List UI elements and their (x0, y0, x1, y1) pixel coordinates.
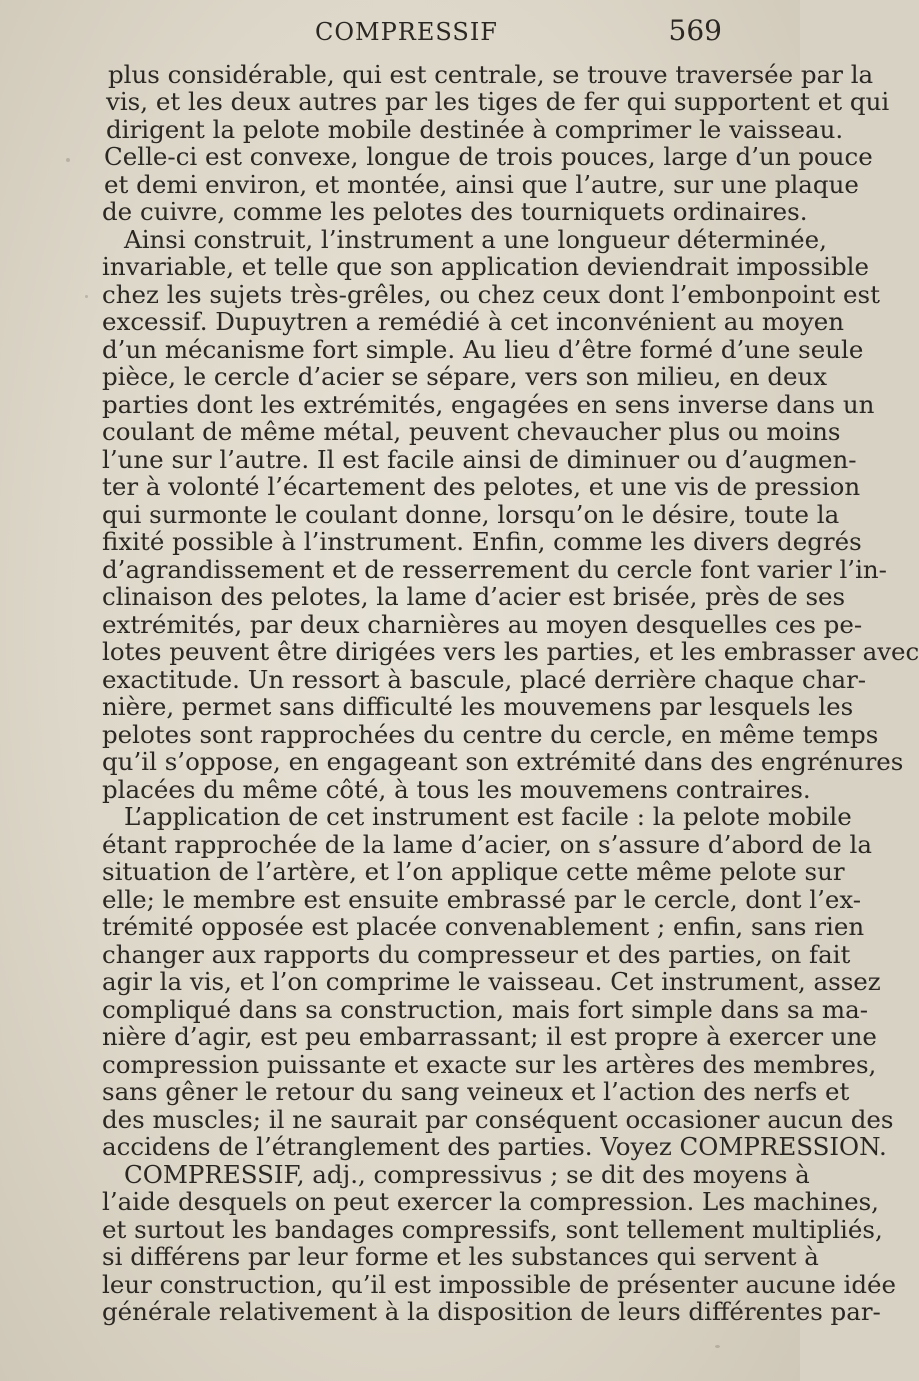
text-line: d’un mécanisme fort simple. Au lieu d’être formé d’une seule (102, 335, 864, 364)
text-line: invariable, et telle que son application deviendrait impossible (102, 252, 869, 281)
text-line: leur construction, qu’il est impossible de présenter aucune idée (102, 1270, 897, 1299)
text-line: pièce, le cercle d’acier se sépare, vers son milieu, en deux (102, 362, 828, 391)
text-line: pelotes sont rapprochées du centre du cercle, en même temps (102, 720, 879, 749)
text-line: des muscles; il ne saurait par conséquent occasioner aucun des (102, 1105, 894, 1134)
text-line: coulant de même métal, peuvent chevaucher plus ou moins (102, 417, 841, 446)
text-line: clinaison des pelotes, la lame d’acier est brisée, près de ses (102, 582, 846, 611)
text-line: fixité possible à l’instrument. Enfin, comme les divers degrés (102, 527, 862, 556)
ink-speck (66, 158, 70, 162)
text-line: ter à volonté l’écartement des pelotes, et une vis de pression (102, 472, 861, 501)
text-line: situation de l’artère, et l’on applique cette même pelote sur (102, 857, 845, 886)
text-line: L’application de cet instrument est facile : la pelote mobile (124, 802, 852, 831)
text-line: exactitude. Un ressort à bascule, placé derrière chaque char- (102, 665, 867, 694)
text-line: compliqué dans sa construction, mais fort simple dans sa ma- (102, 995, 869, 1024)
page-number: 569 (668, 14, 722, 47)
text-line: générale relativement à la disposition de leurs différentes par- (102, 1297, 881, 1326)
text-line: COMPRESSIF, adj., compressivus ; se dit des moyens à (124, 1160, 810, 1189)
text-line: placées du même côté, à tous les mouvemens contraires. (102, 775, 811, 804)
text-line: l’une sur l’autre. Il est facile ainsi de diminuer ou d’augmen- (102, 445, 857, 474)
text-line: excessif. Dupuytren a remédié à cet inconvénient au moyen (102, 307, 845, 336)
text-line: nière d’agir, est peu embarrassant; il est propre à exercer une (102, 1022, 877, 1051)
ink-speck (85, 295, 88, 298)
text-line: de cuivre, comme les pelotes des tourniquets ordinaires. (102, 197, 808, 226)
text-line: chez les sujets très-grêles, ou chez ceux dont l’embonpoint est (102, 280, 880, 309)
text-line: Celle-ci est convexe, longue de trois pouces, large d’un pouce (104, 142, 873, 171)
text-line: d’agrandissement et de resserrement du cercle font varier l’in- (102, 555, 887, 584)
text-line: si différens par leur forme et les substances qui servent à (102, 1242, 819, 1271)
text-line: elle; le membre est ensuite embrassé par le cercle, dont l’ex- (102, 885, 862, 914)
ink-speck (715, 1345, 720, 1348)
text-line: dirigent la pelote mobile destinée à comprimer le vaisseau. (106, 115, 844, 144)
text-line: qui surmonte le coulant donne, lorsqu’on le désire, toute la (102, 500, 840, 529)
text-line: Ainsi construit, l’instrument a une longueur déterminée, (124, 225, 827, 254)
text-line: lotes peuvent être dirigées vers les parties, et les embrasser avec (102, 637, 919, 666)
text-line: extrémités, par deux charnières au moyen desquelles ces pe- (102, 610, 863, 639)
text-line: et demi environ, et montée, ainsi que l’autre, sur une plaque (104, 170, 859, 199)
text-line: vis, et les deux autres par les tiges de fer qui supportent et qui (106, 87, 890, 116)
text-line: changer aux rapports du compresseur et des parties, on fait (102, 940, 851, 969)
text-line: l’aide desquels on peut exercer la compression. Les machines, (102, 1187, 879, 1216)
text-line: qu’il s’oppose, en engageant son extrémité dans des engrénures (102, 747, 904, 776)
text-line: trémité opposée est placée convenablement ; enfin, sans rien (102, 912, 865, 941)
ink-speck (745, 1125, 748, 1128)
text-line: sans gêner le retour du sang veineux et l’action des nerfs et (102, 1077, 850, 1106)
text-line: étant rapprochée de la lame d’acier, on s’assure d’abord de la (102, 830, 873, 859)
text-line: agir la vis, et l’on comprime le vaisseau. Cet instrument, assez (102, 967, 881, 996)
text-line: accidens de l’étranglement des parties. Voyez COMPRESSION. (102, 1132, 887, 1161)
text-line: compression puissante et exacte sur les artères des membres, (102, 1050, 877, 1079)
running-head (110, 14, 730, 50)
running-title: COMPRESSIF (315, 18, 498, 46)
text-line: nière, permet sans difficulté les mouvemens par lesquels les (102, 692, 854, 721)
text-line: et surtout les bandages compressifs, sont tellement multipliés, (102, 1215, 883, 1244)
text-line: plus considérable, qui est centrale, se trouve traversée par la (108, 60, 874, 89)
text-line: parties dont les extrémités, engagées en sens inverse dans un (102, 390, 875, 419)
